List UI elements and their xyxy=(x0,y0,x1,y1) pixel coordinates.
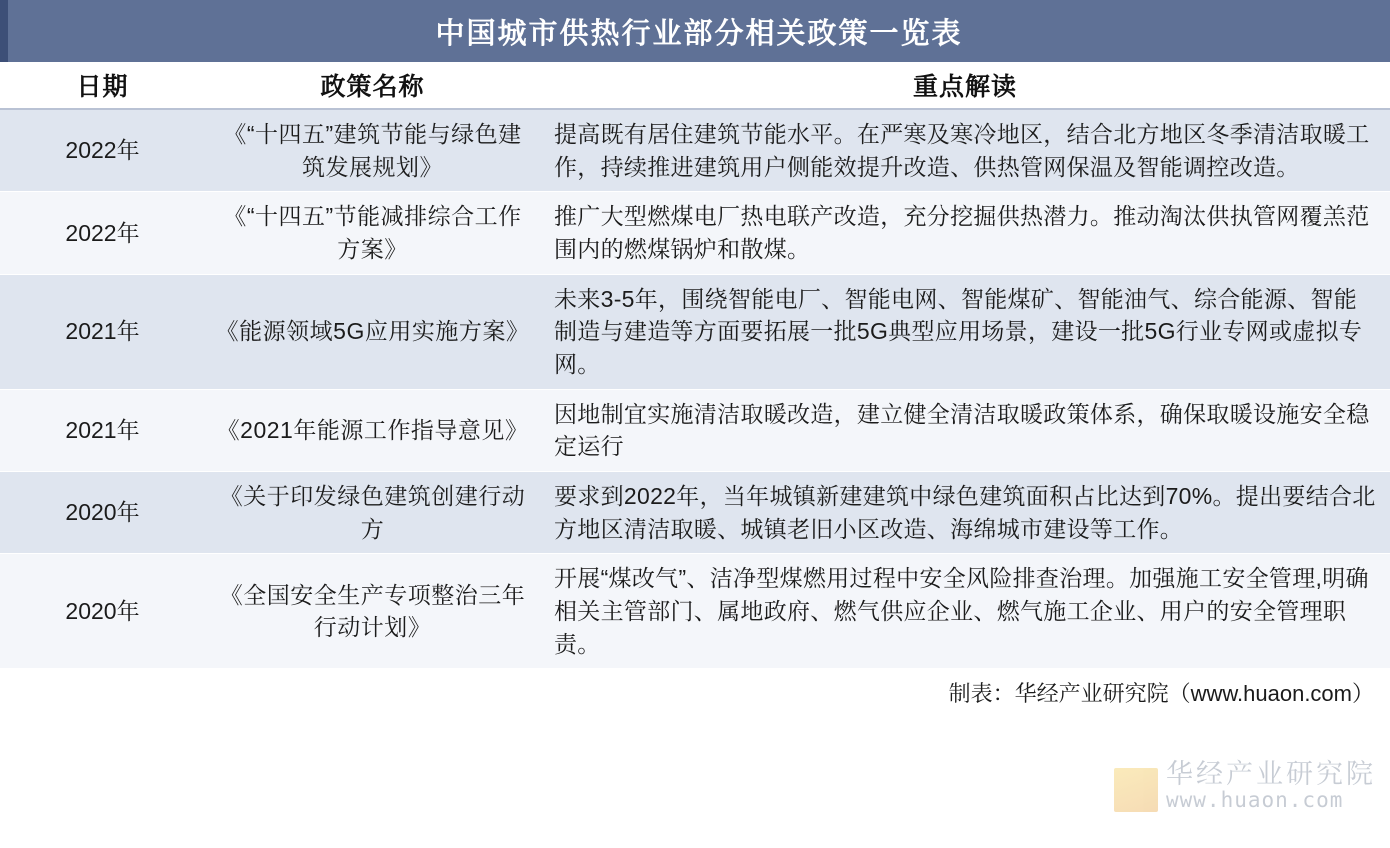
column-header-date: 日期 xyxy=(76,73,129,101)
watermark-url-label: www.huaon.com xyxy=(1166,788,1344,812)
footer-credit: 制表：华经产业研究院（www.huaon.com） xyxy=(948,680,1374,706)
cell-policy-name: 《2021年能源工作指导意见》 xyxy=(216,416,529,443)
cell-policy-desc: 提高既有居住建筑节能水平。在严寒及寒冷地区，结合北方地区冬季清洁取暖工作，持续推进建筑用户侧能效提升改造、供热管网保温及智能调控改造。 xyxy=(554,121,1370,180)
cell-policy-name: 《“十四五”节能减排综合工作方案》 xyxy=(223,203,522,262)
cell-policy-desc: 未来3-5年，围绕智能电厂、智能电网、智能煤矿、智能油气、综合能源、智能制造与建造等方面要拓展一批5G典型应用场景，建设一批5G行业专网或虚拟专网。 xyxy=(554,285,1363,377)
cell-policy-desc: 推广大型燃煤电厂热电联产改造，充分挖掘供热潜力。推动淘汰供执管网覆羔范围内的燃煤锅炉和散煤。 xyxy=(554,203,1370,262)
cell-date: 2020年 xyxy=(65,499,140,526)
table-row xyxy=(0,110,1390,192)
cell-policy-name: 《“十四五”建筑节能与绿色建筑发展规划》 xyxy=(223,121,522,180)
watermark-text xyxy=(1166,760,1376,812)
column-header-desc: 重点解读 xyxy=(912,73,1017,101)
table-row xyxy=(0,472,1390,554)
cell-policy-name: 《全国安全生产专项整治三年行动计划》 xyxy=(219,581,526,641)
table-row xyxy=(0,554,1390,669)
cell-date: 2021年 xyxy=(65,416,140,443)
watermark-cn-label: 华经产业研究院 xyxy=(1166,758,1376,789)
cell-date: 2021年 xyxy=(65,318,140,345)
watermark xyxy=(1114,760,1376,812)
table-row xyxy=(0,390,1390,472)
cell-date: 2022年 xyxy=(65,219,140,246)
watermark-logo-icon xyxy=(1114,768,1158,812)
table-row xyxy=(0,192,1390,274)
table-header-row xyxy=(0,62,1390,110)
cell-policy-name: 《关于印发绿色建筑创建行动方 xyxy=(219,482,526,542)
page-title: 中国城市供热行业部分相关政策一览表 xyxy=(435,17,963,50)
cell-policy-desc: 要求到2022年，当年城镇新建建筑中绿色建筑面积占比达到70%。提出要结合北方地区清洁取暖、城镇老旧小区改造、海绵城市建设等工作。 xyxy=(554,482,1376,542)
column-header-name: 政策名称 xyxy=(320,73,425,101)
table-body xyxy=(0,110,1390,669)
cell-date: 2022年 xyxy=(65,137,140,164)
table-title-bar xyxy=(0,0,1390,62)
cell-policy-name: 《能源领域5G应用实施方案》 xyxy=(215,318,530,345)
cell-policy-desc: 因地制宜实施清洁取暖改造，建立健全清洁取暖政策体系，确保取暖设施安全稳定运行 xyxy=(554,400,1370,460)
cell-date: 2020年 xyxy=(65,597,140,624)
table-row xyxy=(0,275,1390,390)
cell-policy-desc: 开展“煤改气”、洁净型煤燃用过程中安全风险排查治理。加强施工安全管理,明确相关主管部门、属地政府、燃气供应企业、燃气施工企业、用户的安全管理职责。 xyxy=(554,565,1369,657)
table-footer xyxy=(0,669,1390,715)
